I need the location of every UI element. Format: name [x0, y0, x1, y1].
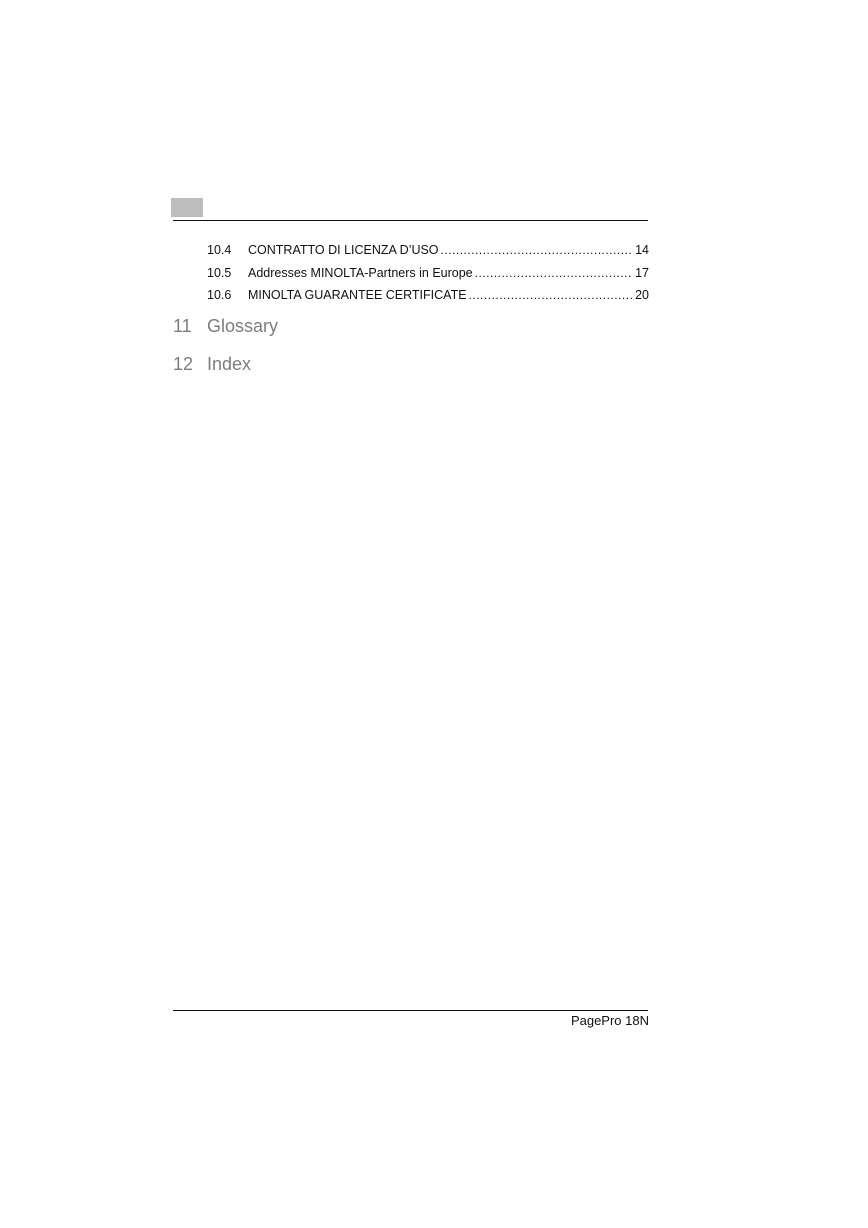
footer-product-name: PagePro 18N [570, 1013, 649, 1028]
toc-entry-title: Addresses MINOLTA-Partners in Europe [248, 265, 473, 280]
toc-entry-number: 10.5 [207, 265, 232, 280]
toc-section-entries [207, 239, 649, 307]
toc-entry-number: 10.4 [207, 243, 232, 257]
toc-entry[interactable] [207, 239, 649, 262]
toc-entry-page: 17 [635, 265, 649, 280]
toc-chapter-index[interactable] [173, 354, 251, 375]
toc-entry-number: 10.6 [207, 288, 232, 302]
chapter-number: 11 [173, 316, 192, 336]
toc-entry[interactable] [207, 262, 649, 285]
chapter-title: Glossary [207, 316, 279, 336]
chapter-tab-marker [171, 198, 203, 217]
chapter-number: 12 [173, 354, 194, 374]
toc-dot-leader [469, 284, 633, 307]
toc-entry-page: 20 [635, 288, 649, 302]
header-rule [173, 220, 648, 221]
toc-entry[interactable] [207, 284, 649, 307]
toc-entry-title: MINOLTA GUARANTEE CERTIFICATE [248, 288, 467, 302]
toc-entry-page: 14 [635, 243, 649, 257]
toc-dot-leader [475, 262, 632, 285]
footer-rule [173, 1010, 648, 1011]
toc-chapter-glossary[interactable] [173, 316, 278, 337]
chapter-title: Index [207, 354, 252, 374]
toc-entry-title: CONTRATTO DI LICENZA D’USO [248, 243, 439, 257]
toc-dot-leader [441, 239, 633, 262]
